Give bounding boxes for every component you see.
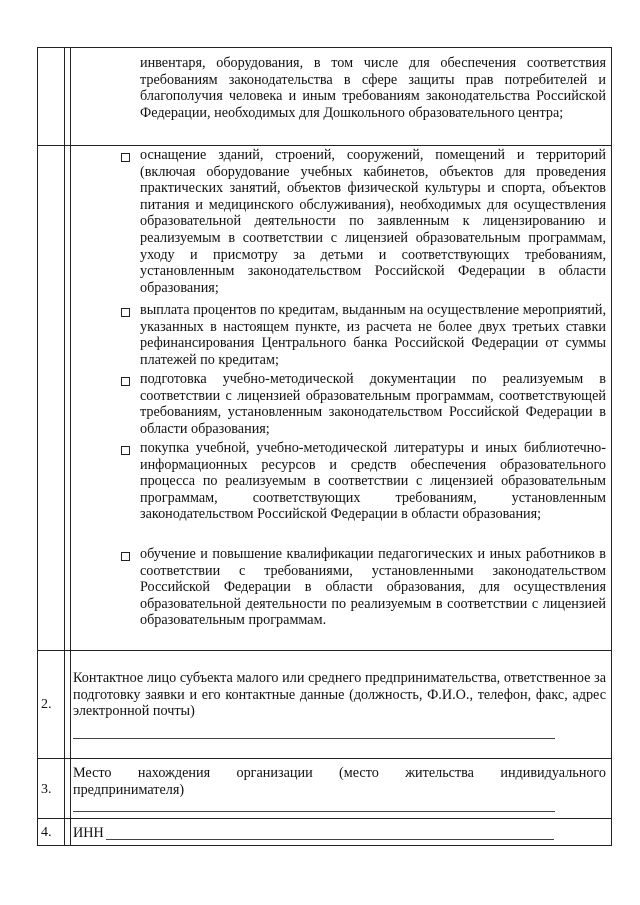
row-divider-1 [37,145,612,146]
section3-number: 3. [41,782,52,797]
checkbox-icon [121,552,130,561]
inn-label: ИНН [73,825,104,841]
table-column-divider-2 [70,47,71,846]
list-item: обучение и повышение квалификации педагогических и иных работников в соответствии с требованиями, установленными законодательством Российской Федерации в области образования, для осуществления образовательной деятельности по реализуемым в соответствии с лицензией образовательным программам. [140,546,606,629]
row-divider-2 [37,650,612,651]
section1-continuation: инвентаря, оборудования, в том числе для обеспечения соответствия требованиям законодательства в сфере защиты прав потребителей и благополучия человека и иным требованиям законодательства Российской Федерации, необходимых для Дошкольного образовательного центра; [140,55,606,121]
checkbox-icon [121,153,130,162]
section3-entry-line[interactable] [73,811,555,812]
list-item: подготовка учебно-методической документации по реализуемым в соответствии с лицензией образовательным программам, соответствующей требованиям, установленным законодательством Российской Федерации в области образования; [140,371,606,437]
row-divider-4 [37,818,612,819]
section2-number: 2. [41,697,52,712]
checkbox-icon [121,308,130,317]
table-column-divider-1 [64,47,65,846]
row-divider-3 [37,758,612,759]
section2-text: Контактное лицо субъекта малого или среднего предпринимательства, ответственное за подготовку заявки и его контактные данные (должность, Ф.И.О., телефон, факс, адрес электронной почты) [73,670,606,720]
section3-text: Место нахождения организации (место жительства индивидуального предпринимателя) [73,765,606,798]
list-item: оснащение зданий, строений, сооружений, помещений и территорий (включая оборудование учебных кабинетов, объектов для проведения практических занятий, объектов физической культуры и спорта, объектов питания и медицинского обслуживания), необходимых для осуществления образовательной деятельности по заявленным к лицензированию и реализуемым в соответствии с лицензией образовательным программам, уходу и присмотру за детьми и соответствующих требованиям, установленным законодательством Российской Федерации в области образования; [140,147,606,296]
section4-number: 4. [41,825,52,840]
list-item: покупка учебной, учебно-методической литературы и иных библиотечно-информационных ресурсов и средств обеспечения образовательного процесса по реализуемым в соответствии с лицензией образовательным программам, соответствующих требованиям, установленным законодательством Российской Федерации в области образования; [140,440,606,523]
section2-entry-line[interactable] [73,738,555,739]
checkbox-icon [121,377,130,386]
list-item: выплата процентов по кредитам, выданным на осуществление мероприятий, указанных в настоящем пункте, из расчета не более двух третьих ставки рефинансирования Центрального банка Российской Федерации от суммы платежей по кредитам; [140,302,606,368]
checkbox-icon [121,446,130,455]
inn-entry-line[interactable] [106,839,554,840]
